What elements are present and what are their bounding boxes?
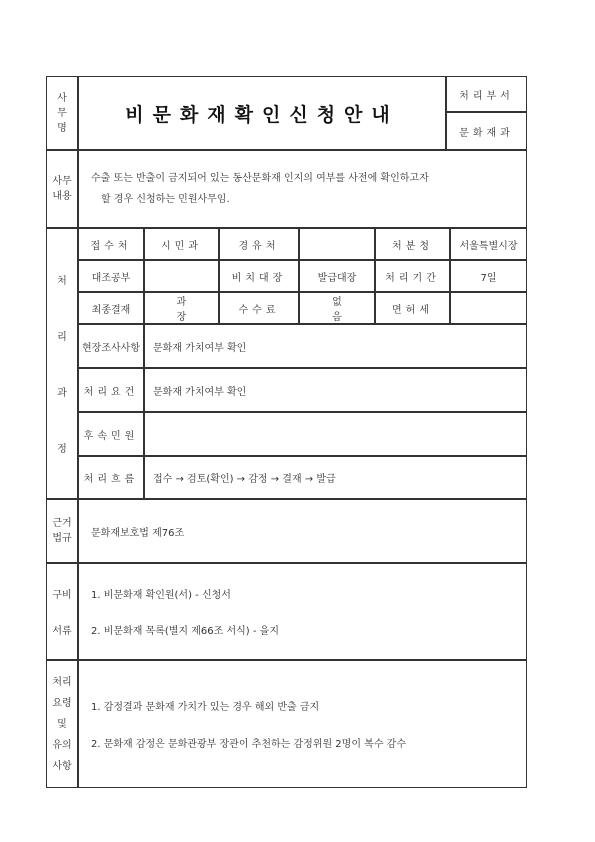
requirement-label: 처리요건 [78, 368, 144, 412]
register-label: 비치대장 [219, 260, 299, 292]
authority-value: 서울특별시장 [450, 228, 527, 260]
duty-label-line: 내용 [52, 191, 72, 202]
documents-label [46, 563, 78, 660]
notes-label-line: 유의 [52, 739, 72, 751]
receipt-value: 시민과 [144, 228, 219, 260]
process-section-label [46, 228, 78, 499]
flow-label: 처리흐름 [78, 456, 144, 499]
office-name-label-char: 사 [57, 92, 67, 104]
license-tax-label: 면허세 [375, 292, 450, 324]
requirement-value: 문화재 가치여부 확인 [144, 368, 527, 412]
notes-label [46, 660, 78, 788]
fee-label: 수수료 [219, 292, 299, 324]
note-item: 1. 감정결과 문화재 가치가 있는 경우 해외 반출 금지 [91, 702, 320, 713]
duty-content [78, 150, 527, 228]
followup-label: 후속민원 [78, 412, 144, 456]
flow-value: 접수 → 검토(확인) → 감정 → 결재 → 발급 [144, 456, 527, 499]
notes-label-line: 사항 [52, 760, 72, 772]
ledger-value [144, 260, 219, 292]
process-label-char: 처 [57, 275, 67, 287]
office-name-label-char: 무 [57, 107, 67, 119]
notes-label-line: 처리 [52, 676, 72, 688]
process-label-char: 정 [57, 444, 67, 456]
notes-list [78, 660, 527, 788]
legal-basis-label-line: 법규 [52, 533, 72, 544]
via-label: 경유처 [219, 228, 299, 260]
title-cell [78, 76, 446, 150]
approval-label: 최종결재 [78, 292, 144, 324]
approval-value: 과장 [144, 292, 219, 324]
via-value [299, 228, 375, 260]
duty-label-line: 사무 [52, 176, 72, 187]
duty-label [46, 150, 78, 228]
document-item: 1. 비문화재 확인원(서) - 신청서 [91, 589, 231, 601]
note-item: 2. 문화재 감정은 문화관광부 장관이 추천하는 감정위원 2명이 복수 감수 [91, 739, 406, 750]
document-item: 2. 비문화재 목록(별지 제66조 서식) - 을지 [91, 626, 279, 638]
dept-label: 처리부서 [446, 76, 527, 112]
followup-value [144, 412, 527, 456]
page-title: 비문화재확인신청안내 [125, 103, 399, 126]
process-label-char: 리 [57, 331, 67, 343]
receipt-label: 접수처 [78, 228, 144, 260]
duty-line-1: 수출 또는 반출이 금지되어 있는 동산문화재 인지의 여부를 사전에 확인하고자 [91, 173, 429, 184]
legal-basis-value: 문화재보호법 제76조 [78, 499, 527, 563]
survey-label: 현장조사사항 [78, 324, 144, 368]
documents-label-line: 서류 [52, 626, 72, 638]
office-name-label-char: 명 [57, 122, 67, 134]
authority-label: 처분청 [375, 228, 450, 260]
dept-value: 문화재과 [446, 112, 527, 150]
notes-label-line: 요령 [52, 697, 72, 709]
documents-label-line: 구비 [52, 589, 72, 601]
survey-value: 문화재 가치여부 확인 [144, 324, 527, 368]
documents-list [78, 563, 527, 660]
process-label-char: 과 [57, 388, 67, 400]
fee-value: 없음 [299, 292, 375, 324]
period-value: 7일 [450, 260, 527, 292]
office-name-label [46, 76, 78, 150]
legal-basis-label [46, 499, 78, 563]
register-value: 발급대장 [299, 260, 375, 292]
ledger-label: 대조공부 [78, 260, 144, 292]
duty-line-2: 할 경우 신청하는 민원사무임. [101, 194, 230, 205]
period-label: 처리기간 [375, 260, 450, 292]
license-tax-value [450, 292, 527, 324]
notes-label-line: 및 [57, 718, 67, 730]
legal-basis-label-line: 근거 [52, 518, 72, 529]
